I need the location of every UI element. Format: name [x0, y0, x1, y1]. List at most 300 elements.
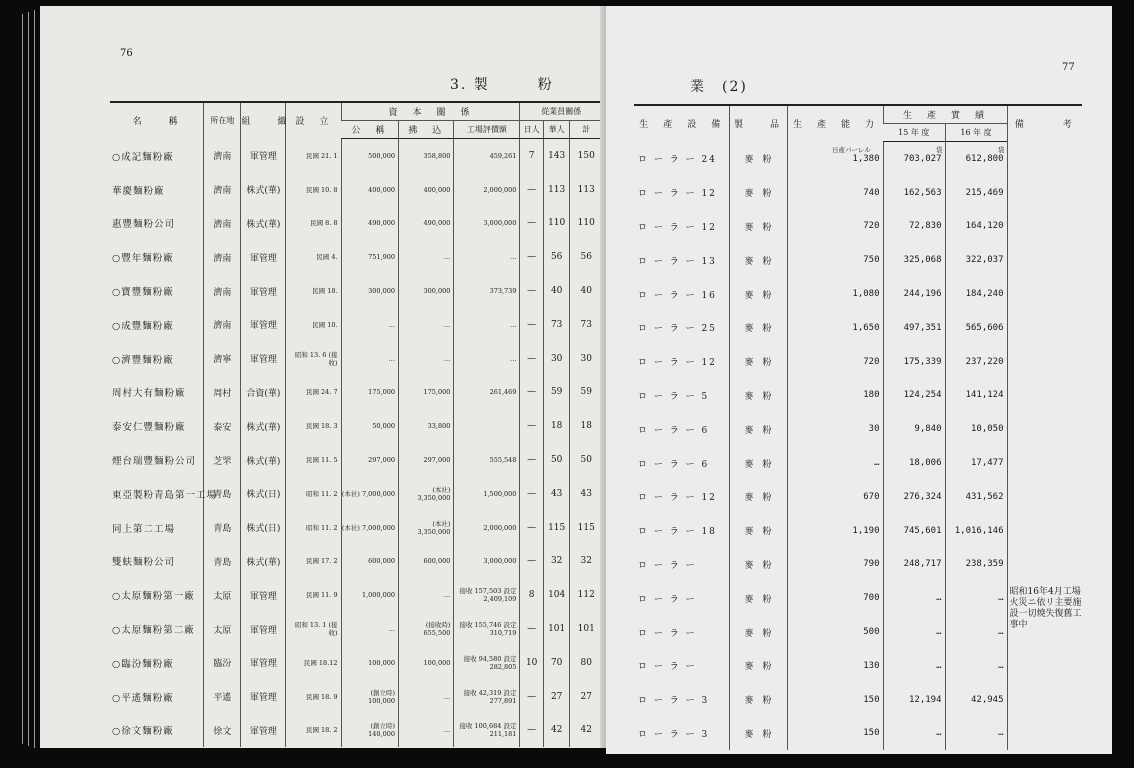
table-row [110, 477, 602, 511]
nominal-capital: (創立時) 100,000 [341, 680, 399, 714]
location: 青島 [204, 545, 241, 579]
output-year-16: 42,945 [945, 683, 1007, 717]
product: 麥 粉 [729, 548, 787, 582]
factory-value: 261,469 [454, 376, 520, 410]
location: 濟南 [204, 173, 241, 207]
japanese-employees: — [520, 477, 543, 511]
remark [1007, 649, 1082, 683]
product: 麥 粉 [729, 345, 787, 379]
total-employees: 32 [570, 545, 602, 579]
header-japanese: 日人 [520, 121, 543, 139]
paid-capital: 400,000 [399, 173, 454, 207]
right-page [606, 6, 1112, 754]
factory-value: 接收 157,503 設定 2,409,109 [454, 578, 520, 612]
organization: 軍管理 [241, 612, 286, 646]
output-year-16: 322,037 [945, 243, 1007, 277]
nominal-capital: 175,000 [341, 376, 399, 410]
established-date: 昭和 13. 1 (接收) [286, 612, 341, 646]
paid-capital: … [399, 308, 454, 342]
equipment: ロ ー ラ ー 16 [638, 290, 717, 301]
chinese-employees: 101 [543, 612, 570, 646]
output-year-15: 703,027 [883, 142, 945, 176]
established-date: 民國 10. [286, 308, 341, 342]
location: 濟寧 [204, 342, 241, 376]
established-date: 民國 21. 1 [286, 139, 341, 173]
chinese-employees: 110 [543, 207, 570, 241]
paid-capital: 600,000 [399, 545, 454, 579]
location: 濟南 [204, 139, 241, 173]
product: 麥 粉 [729, 446, 787, 480]
japanese-employees: — [520, 342, 543, 376]
company-name: 煙台瑞豐麵粉公司 [112, 456, 197, 468]
nominal-capital: 400,000 [341, 173, 399, 207]
organization: 軍管理 [241, 646, 286, 680]
company-name: ○臨汾麵粉廠 [112, 658, 174, 670]
organization: 株式(華) [241, 409, 286, 443]
product: 麥 粉 [729, 277, 787, 311]
japanese-employees: — [520, 545, 543, 579]
capacity: 1,080 [787, 277, 883, 311]
total-employees: 112 [570, 578, 602, 612]
header-output: 生 產 實 績 [883, 105, 1007, 124]
table-row [634, 683, 1082, 717]
established-date: 民國 18.12 [286, 646, 341, 680]
capacity: 1,190 [787, 514, 883, 548]
established-date: 民國 18. 9 [286, 680, 341, 714]
established-date: 民國 11. 5 [286, 443, 341, 477]
factory-value: 接收 155,746 設定 310,719 [454, 612, 520, 646]
page-edge [28, 12, 29, 746]
equipment: ロ ー ラ ー 25 [638, 324, 717, 335]
nominal-capital: 751,900 [341, 240, 399, 274]
header-established: 設 立 [286, 102, 341, 139]
paid-capital: 33,800 [399, 409, 454, 443]
nominal-capital: … [341, 612, 399, 646]
output-year-15: 9,840 [883, 412, 945, 446]
japanese-employees: — [520, 240, 543, 274]
output-year-16: 141,124 [945, 379, 1007, 413]
total-employees: 101 [570, 612, 602, 646]
table-row [634, 345, 1082, 379]
table-row [110, 545, 602, 579]
remark [1007, 717, 1082, 751]
company-name: ○濟豐麵粉廠 [112, 354, 174, 366]
product: 麥 粉 [729, 210, 787, 244]
nominal-capital: 600,000 [341, 545, 399, 579]
header-equipment: 生 產 設 備 [634, 105, 729, 142]
table-row [634, 581, 1082, 615]
table-row [634, 412, 1082, 446]
output-year-16: 431,562 [945, 480, 1007, 514]
japanese-employees: — [520, 308, 543, 342]
company-name: ○寶豐麵粉廠 [112, 287, 174, 299]
equipment: ロ ー ラ ー [638, 662, 697, 673]
japanese-employees: — [520, 274, 543, 308]
japanese-employees: — [520, 680, 543, 714]
equipment: ロ ー ラ ー 12 [638, 189, 717, 200]
output-year-15: 276,324 [883, 480, 945, 514]
table-row [634, 210, 1082, 244]
factory-value: … [454, 308, 520, 342]
output-year-16: 164,120 [945, 210, 1007, 244]
japanese-employees: — [520, 511, 543, 545]
chinese-employees: 42 [543, 714, 570, 748]
header-remarks: 備 考 [1007, 105, 1082, 142]
remark [1007, 277, 1082, 311]
total-employees: 18 [570, 409, 602, 443]
table-row [110, 511, 602, 545]
location: 周村 [204, 376, 241, 410]
paid-capital: … [399, 342, 454, 376]
output-year-15: 175,339 [883, 345, 945, 379]
nominal-capital: (創立時) 140,000 [341, 714, 399, 748]
table-row [110, 714, 602, 748]
factory-value: 555,548 [454, 443, 520, 477]
location: 濟南 [204, 207, 241, 241]
output-year-15: … [883, 649, 945, 683]
page-title-right: 業 (2) [690, 79, 748, 95]
table-row [110, 308, 602, 342]
equipment: ロ ー ラ ー [638, 628, 697, 639]
paid-capital: … [399, 578, 454, 612]
header-location: 所在地 [204, 102, 241, 139]
japanese-employees: — [520, 612, 543, 646]
established-date: 昭和 11. 2 [286, 477, 341, 511]
total-employees: 73 [570, 308, 602, 342]
table-row [110, 139, 602, 173]
product: 麥 粉 [729, 480, 787, 514]
established-date: 民國 11. 9 [286, 578, 341, 612]
nominal-capital: 50,000 [341, 409, 399, 443]
japanese-employees: — [520, 376, 543, 410]
table-row [110, 240, 602, 274]
header-organization: 組 織 [241, 102, 286, 139]
organization: 株式(華) [241, 207, 286, 241]
established-date: 民國 10. 8 [286, 173, 341, 207]
page-number-right: 77 [1062, 62, 1075, 73]
chinese-employees: 32 [543, 545, 570, 579]
table-row [110, 612, 602, 646]
paid-capital: (接收時) 655,500 [399, 612, 454, 646]
company-name: 惠豐麵粉公司 [112, 219, 176, 231]
table-row [634, 379, 1082, 413]
product: 麥 粉 [729, 243, 787, 277]
output-year-15: 12,194 [883, 683, 945, 717]
table-row [110, 376, 602, 410]
remark: 昭和16年4月工場火災ニ依リ主要施設一切燒失復舊工事中 [1007, 581, 1082, 649]
output-year-16: 1,016,146 [945, 514, 1007, 548]
established-date: 昭和 11. 2 [286, 511, 341, 545]
company-name: 華慶麵粉廠 [112, 185, 165, 197]
equipment: ロ ー ラ ー 6 [638, 425, 710, 436]
table-row [634, 514, 1082, 548]
organization: 軍管理 [241, 308, 286, 342]
location: 濟南 [204, 240, 241, 274]
paid-capital: … [399, 240, 454, 274]
chinese-employees: 56 [543, 240, 570, 274]
total-employees: 27 [570, 680, 602, 714]
nominal-capital: 297,000 [341, 443, 399, 477]
organization: 軍管理 [241, 139, 286, 173]
japanese-employees: — [520, 207, 543, 241]
total-employees: 43 [570, 477, 602, 511]
output-year-16: … [945, 615, 1007, 649]
capacity: 150 [787, 683, 883, 717]
table-row [634, 277, 1082, 311]
table-row [634, 548, 1082, 582]
company-name: ○平遙麵粉廠 [112, 692, 174, 704]
total-employees: 40 [570, 274, 602, 308]
remark [1007, 379, 1082, 413]
unit-label-bags-15: 袋 [936, 146, 943, 154]
product: 麥 粉 [729, 717, 787, 751]
location: 青島 [204, 511, 241, 545]
remark [1007, 683, 1082, 717]
page-title-left: 3. 製 粉 [450, 77, 554, 93]
paid-capital: 358,800 [399, 139, 454, 173]
factory-value: 接收 42,319 設定 277,891 [454, 680, 520, 714]
established-date: 昭和 13. 6 (接收) [286, 342, 341, 376]
organization: 株式(華) [241, 443, 286, 477]
nominal-capital: (本社) 7,000,000 [341, 511, 399, 545]
capacity: … [787, 446, 883, 480]
output-year-16: … [945, 717, 1007, 751]
company-name: ○太原麵粉第一廠 [112, 591, 195, 603]
capacity: 180 [787, 379, 883, 413]
table-row [110, 443, 602, 477]
capacity: 790 [787, 548, 883, 582]
chinese-employees: 43 [543, 477, 570, 511]
output-year-16: 565,606 [945, 311, 1007, 345]
product: 麥 粉 [729, 142, 787, 176]
chinese-employees: 30 [543, 342, 570, 376]
table-row [110, 173, 602, 207]
header-paid: 拂 込 [399, 121, 454, 139]
remark [1007, 243, 1082, 277]
chinese-employees: 113 [543, 173, 570, 207]
organization: 合資(華) [241, 376, 286, 410]
remark [1007, 345, 1082, 379]
japanese-employees: — [520, 173, 543, 207]
header-product: 製 品 [729, 105, 787, 142]
factory-value: 373,739 [454, 274, 520, 308]
paid-capital: 300,000 [399, 274, 454, 308]
equipment: ロ ー ラ ー 3 [638, 729, 710, 740]
remark [1007, 514, 1082, 548]
capacity: 720 [787, 210, 883, 244]
remark [1007, 311, 1082, 345]
output-year-15: 18,006 [883, 446, 945, 480]
header-nominal: 公 稱 [341, 121, 399, 139]
total-employees: 42 [570, 714, 602, 748]
factory-value: 459,261 [454, 139, 520, 173]
organization: 株式(日) [241, 477, 286, 511]
total-employees: 80 [570, 646, 602, 680]
table-row [634, 480, 1082, 514]
equipment: ロ ー ラ ー 12 [638, 222, 717, 233]
page-number-left: 76 [120, 48, 133, 59]
output-year-16: 184,240 [945, 277, 1007, 311]
equipment: ロ ー ラ ー 12 [638, 358, 717, 369]
organization: 軍管理 [241, 240, 286, 274]
location: 青島 [204, 477, 241, 511]
company-name: ○豐年麵粉廠 [112, 253, 174, 265]
equipment: ロ ー ラ ー 12 [638, 493, 717, 504]
table-row [634, 717, 1082, 751]
product: 麥 粉 [729, 683, 787, 717]
table-row [110, 409, 602, 443]
factory-value: … [454, 240, 520, 274]
capacity: 1,380 [787, 142, 883, 176]
header-year-15: 15 年 度 [883, 124, 945, 142]
paid-capital: 297,000 [399, 443, 454, 477]
factory-value: 接收 100,684 設定 211,181 [454, 714, 520, 748]
japanese-employees: — [520, 443, 543, 477]
capacity: 1,650 [787, 311, 883, 345]
output-year-16: … [945, 649, 1007, 683]
output-year-15: 497,351 [883, 311, 945, 345]
product: 麥 粉 [729, 649, 787, 683]
output-year-16: 10,050 [945, 412, 1007, 446]
output-year-15: 124,254 [883, 379, 945, 413]
total-employees: 113 [570, 173, 602, 207]
remark [1007, 176, 1082, 210]
output-year-15: 248,717 [883, 548, 945, 582]
chinese-employees: 143 [543, 139, 570, 173]
equipment: ロ ー ラ ー [638, 594, 697, 605]
remark [1007, 480, 1082, 514]
paid-capital: (本社) 3,350,000 [399, 477, 454, 511]
table-row [634, 311, 1082, 345]
output-year-15: … [883, 717, 945, 751]
chinese-employees: 70 [543, 646, 570, 680]
nominal-capital: (本社) 7,000,000 [341, 477, 399, 511]
chinese-employees: 50 [543, 443, 570, 477]
production-table [634, 104, 1082, 750]
total-employees: 59 [570, 376, 602, 410]
factory-value: 3,000,000 [454, 207, 520, 241]
company-name: 同上第二工場 [112, 523, 176, 535]
remark [1007, 412, 1082, 446]
established-date: 民國 4. [286, 240, 341, 274]
equipment: ロ ー ラ ー 5 [638, 391, 710, 402]
location: 濟南 [204, 308, 241, 342]
total-employees: 56 [570, 240, 602, 274]
left-page [40, 6, 606, 748]
equipment: ロ ー ラ ー 3 [638, 696, 710, 707]
paid-capital: 175,000 [399, 376, 454, 410]
table-row [110, 646, 602, 680]
output-year-16: 17,477 [945, 446, 1007, 480]
capital-table [110, 101, 602, 747]
organization: 軍管理 [241, 578, 286, 612]
header-total: 計 [570, 121, 602, 139]
table-row [110, 578, 602, 612]
unit-label-capacity: 日產バーレル [832, 146, 871, 154]
company-name: ○徐文麵粉廠 [112, 726, 174, 738]
equipment: ロ ー ラ ー [638, 560, 697, 571]
factory-value: 3,000,000 [454, 545, 520, 579]
capacity: 700 [787, 581, 883, 615]
chinese-employees: 18 [543, 409, 570, 443]
organization: 株式(日) [241, 511, 286, 545]
output-year-15: 745,601 [883, 514, 945, 548]
remark [1007, 210, 1082, 244]
output-year-16: 238,359 [945, 548, 1007, 582]
capacity: 30 [787, 412, 883, 446]
total-employees: 30 [570, 342, 602, 376]
organization: 株式(華) [241, 545, 286, 579]
established-date: 民國 17. 2 [286, 545, 341, 579]
nominal-capital: 100,000 [341, 646, 399, 680]
header-name: 名 稱 [110, 102, 204, 139]
factory-value [454, 409, 520, 443]
japanese-employees: 10 [520, 646, 543, 680]
header-capital: 資 本 關 係 [341, 102, 520, 121]
paid-capital: (本社) 3,350,000 [399, 511, 454, 545]
chinese-employees: 27 [543, 680, 570, 714]
total-employees: 150 [570, 139, 602, 173]
chinese-employees: 40 [543, 274, 570, 308]
company-name: ○太原麵粉第二廠 [112, 625, 195, 637]
product: 麥 粉 [729, 514, 787, 548]
organization: 軍管理 [241, 680, 286, 714]
table-row [110, 274, 602, 308]
established-date: 民國 18. [286, 274, 341, 308]
location: 泰安 [204, 409, 241, 443]
equipment: ロ ー ラ ー 6 [638, 459, 710, 470]
remark [1007, 446, 1082, 480]
remark [1007, 142, 1082, 176]
output-year-15: … [883, 615, 945, 649]
total-employees: 115 [570, 511, 602, 545]
nominal-capital: 500,000 [341, 139, 399, 173]
factory-value: 2,000,000 [454, 173, 520, 207]
capacity: 670 [787, 480, 883, 514]
output-year-16: 237,220 [945, 345, 1007, 379]
nominal-capital: 300,000 [341, 274, 399, 308]
location: 臨汾 [204, 646, 241, 680]
factory-value: 接收 94,580 設定 282,805 [454, 646, 520, 680]
company-name: 周村大有麵粉廠 [112, 388, 186, 400]
paid-capital: … [399, 714, 454, 748]
header-chinese: 華人 [543, 121, 570, 139]
product: 麥 粉 [729, 615, 787, 649]
company-name: 東亞製粉青島第一工場 [112, 489, 218, 501]
company-name: ○成記麵粉廠 [112, 151, 174, 163]
capacity: 150 [787, 717, 883, 751]
output-year-15: 325,068 [883, 243, 945, 277]
output-year-15: 244,196 [883, 277, 945, 311]
factory-value: 2,000,000 [454, 511, 520, 545]
established-date: 民國 8. 8 [286, 207, 341, 241]
equipment: ロ ー ラ ー 13 [638, 256, 717, 267]
output-year-15: … [883, 581, 945, 615]
table-row [110, 342, 602, 376]
location: 太原 [204, 578, 241, 612]
page-edge [34, 10, 35, 748]
chinese-employees: 73 [543, 308, 570, 342]
capacity: 740 [787, 176, 883, 210]
table-row [634, 649, 1082, 683]
product: 麥 粉 [729, 412, 787, 446]
equipment: ロ ー ラ ー 18 [638, 527, 717, 538]
japanese-employees: — [520, 714, 543, 748]
output-year-15: 72,830 [883, 210, 945, 244]
location: 平遙 [204, 680, 241, 714]
organization: 軍管理 [241, 274, 286, 308]
header-year-16: 16 年 度 [945, 124, 1007, 142]
